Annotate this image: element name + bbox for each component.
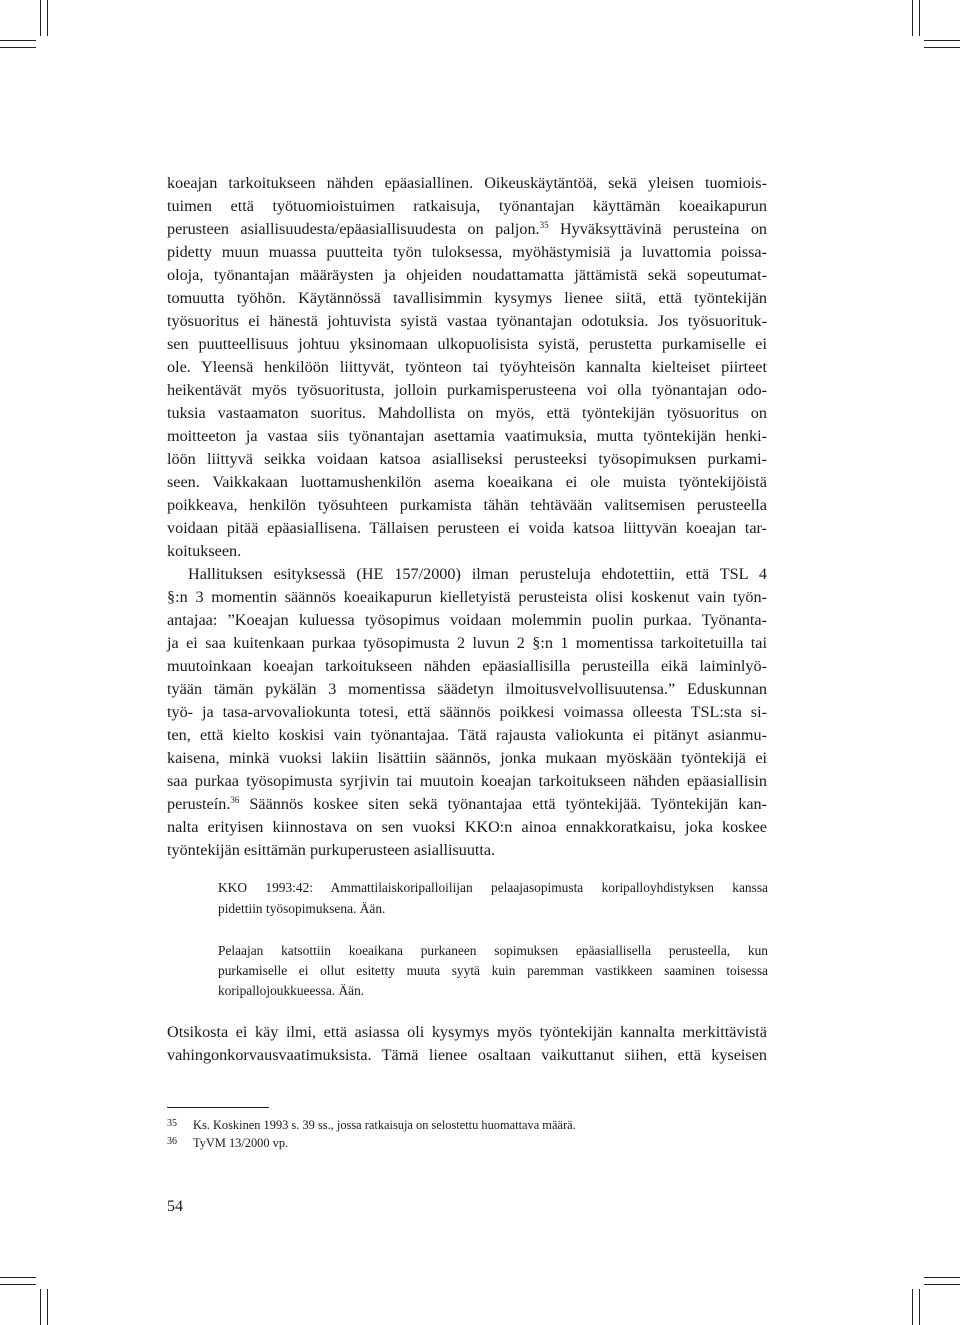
footnote-ref[interactable]: 36 bbox=[230, 795, 240, 805]
body-line: vahingonkorvausvaatimuksista. Tämä lienee osaltaan vaikuttanut siihen, että kyseisen bbox=[167, 1046, 767, 1064]
body-line: tuksia vastaamaton suoritus. Mahdollista on myös, että työntekijän työsuoritus on bbox=[167, 404, 767, 422]
crop-mark bbox=[0, 1277, 36, 1278]
body-line: heikentävät myös työsuoritusta, jolloin purkamisperusteena voi olla työnantajan odo- bbox=[167, 381, 767, 399]
crop-mark bbox=[924, 40, 960, 41]
body-line: tuimen että työtuomioistuimen ratkaisuja, työnantajan käyttämän koeaikapurun bbox=[167, 197, 767, 215]
case-quote-line: koripallojoukkueessa. Ään. bbox=[218, 983, 365, 998]
footnote-ref[interactable]: 35 bbox=[539, 220, 549, 230]
crop-mark bbox=[0, 47, 36, 48]
body-line bbox=[167, 793, 767, 815]
body-text: perusteen asiallisuudesta/epäasiallisuudesta on paljon. bbox=[167, 220, 540, 238]
crop-mark bbox=[924, 1284, 960, 1285]
body-line: seen. Vaikkakaan luottamushenkilön asema koeaikana ei ole muista työntekijöistä bbox=[167, 473, 767, 491]
body-text: Säännös koskee siten sekä työnantajaa että työntekijää. Työntekijän kan- bbox=[249, 795, 768, 813]
body-line: pidetty muun muassa puutteita työn tuloksessa, myöhästymisiä ja luvattomia poissa- bbox=[167, 243, 767, 261]
body-line: löön liittyvä seikka voidaan katsoa asialliseksi perusteeksi työsopimuksen purkami- bbox=[167, 450, 767, 468]
footnote-number: 36 bbox=[167, 1136, 177, 1147]
case-quote-line: pidettiin työsopimuksena. Ään. bbox=[218, 901, 386, 916]
body-line: ole. Yleensä henkilöön liittyvät, työnteon tai työyhteisön kannalta kielteiset piirteet bbox=[167, 358, 767, 376]
body-line: Otsikosta ei käy ilmi, että asiassa oli kysymys myös työntekijän kannalta merkittävistä bbox=[167, 1023, 767, 1041]
crop-mark bbox=[924, 1277, 960, 1278]
case-quote-line: purkamiselle ei ollut esitetty muuta syytä kuin paremman vastikkeen saaminen toisessa bbox=[218, 963, 768, 978]
body-line: voidaan pitää epäasiallisena. Tällaisen perusteen ei voida katsoa liittyvän koeajan tar- bbox=[167, 519, 767, 537]
crop-mark bbox=[40, 1289, 41, 1325]
footnote-rule bbox=[167, 1107, 269, 1108]
body-line: Hallituksen esityksessä (HE 157/2000) ilman perusteluja ehdotettiin, että TSL 4 bbox=[188, 565, 767, 583]
crop-mark bbox=[40, 0, 41, 36]
body-line: tyään tämän pykälän 3 momentissa säädetyn ilmoitusvelvollisuutensa.” Eduskunnan bbox=[167, 680, 767, 698]
body-line: ten, että kielto koskisi vain työnantajaa. Tätä rajausta valiokunta ei pitänyt asianmu- bbox=[167, 726, 767, 744]
body-text: Hyväksyttävinä perusteina on bbox=[559, 220, 768, 238]
footnote-text: Ks. Koskinen 1993 s. 39 ss., jossa ratkaisuja on selostettu huomattava määrä. bbox=[193, 1118, 576, 1132]
body-line: nalta erityisen kiinnostava on sen vuoksi KKO:n ainoa ennakkoratkaisu, joka koskee bbox=[167, 818, 767, 836]
crop-mark bbox=[47, 1289, 48, 1325]
body-line bbox=[167, 218, 767, 240]
crop-mark bbox=[924, 47, 960, 48]
crop-mark bbox=[919, 0, 920, 36]
page-number: 54 bbox=[167, 1198, 183, 1215]
footnote-number: 35 bbox=[167, 1118, 177, 1129]
footnote-36 bbox=[167, 1134, 288, 1151]
body-line: poikkeava, henkilön työsuhteen purkamista tähän tehtävään valitsemisen perusteella bbox=[167, 496, 767, 514]
case-quote-line: KKO 1993:42: Ammattilaiskoripalloilijan pelaajasopimusta koripalloyhdistyksen kanssa bbox=[218, 880, 768, 895]
body-line: koeajan tarkoitukseen nähden epäasiallinen. Oikeuskäytäntöä, sekä yleisen tuomiois- bbox=[167, 174, 767, 192]
body-line: sen puutteellisuus johtuu yksinomaan ulkopuolisista syistä, perustetta purkamiselle ei bbox=[167, 335, 767, 353]
footnote-35 bbox=[167, 1116, 576, 1133]
body-line: työntekijän esittämän purkuperusteen asiallisuutta. bbox=[167, 841, 496, 859]
crop-mark bbox=[0, 40, 36, 41]
body-line: muutoinkaan koeajan tarkoitukseen nähden epäasiallisilla perusteilla eikä laiminlyö- bbox=[167, 657, 767, 675]
case-quote-line: Pelaajan katsottiin koeaikana purkaneen sopimuksen epäasiallisella perusteella, kun bbox=[218, 943, 768, 958]
crop-mark bbox=[0, 1284, 36, 1285]
body-line: tomuutta työhön. Käytännössä tavallisimmin kysymys lienee siitä, että työntekijän bbox=[167, 289, 767, 307]
body-line: koitukseen. bbox=[167, 542, 242, 560]
body-line: antajaa: ”Koeajan kuluessa työsopimus voidaan molemmin puolin purkaa. Työnanta- bbox=[167, 611, 767, 629]
body-line: työsuoritus ei hänestä johtuvista syistä vastaa työnantajan odotuksia. Jos työsuorituk- bbox=[167, 312, 767, 330]
crop-mark bbox=[47, 0, 48, 36]
body-line: §:n 3 momentin säännös koeaikapurun kielletyistä perusteista olisi koskenut vain työn- bbox=[167, 588, 767, 606]
body-line: oloja, työnantajan määräysten ja ohjeiden noudattamatta jättämistä sekä sopeutumat- bbox=[167, 266, 767, 284]
body-line: moitteeton ja vastaa siis työnantajan asettamia vaatimuksia, mutta työntekijän henki- bbox=[167, 427, 767, 445]
body-line: kaisena, minkä vuoksi lakiin lisättiin säännös, jonka mukaan myöskään työntekijä ei bbox=[167, 749, 767, 767]
body-line: työ- ja tasa-arvovaliokunta totesi, että säännös poikkesi voimassa olleesta TSL:sta si- bbox=[167, 703, 767, 721]
body-text: perusteín. bbox=[167, 795, 231, 813]
crop-mark bbox=[919, 1289, 920, 1325]
body-line: ja ei saa kuitenkaan purkaa työsopimusta 2 luvun 2 §:n 1 momentissa tarkoitetuilla tai bbox=[167, 634, 767, 652]
body-line: saa purkaa työsopimusta syrjivin tai muutoin koeajan tarkoitukseen nähden epäasiallisin bbox=[167, 772, 767, 790]
footnote-text: TyVM 13/2000 vp. bbox=[193, 1136, 289, 1150]
crop-mark bbox=[912, 1289, 913, 1325]
crop-mark bbox=[912, 0, 913, 36]
